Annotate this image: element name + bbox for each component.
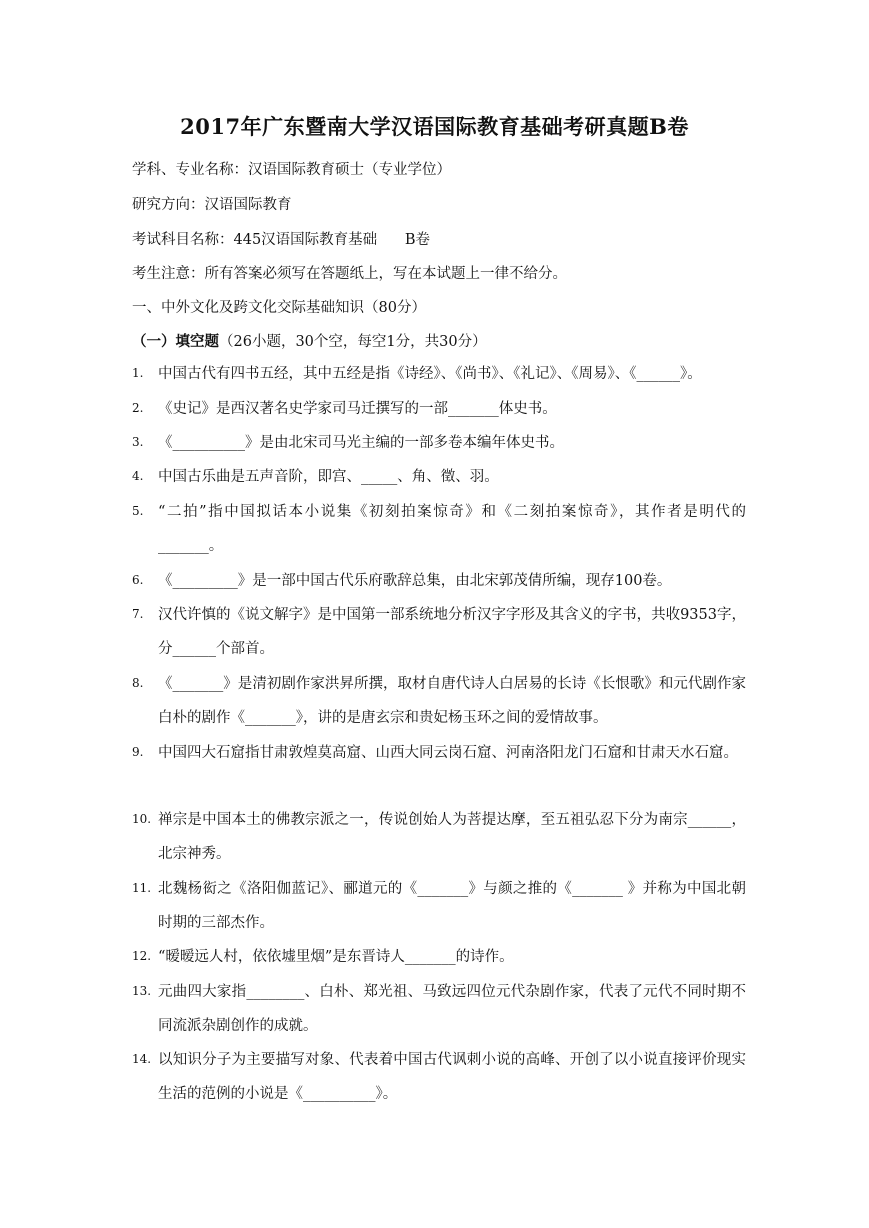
question-text: 《_________》是一部中国古代乐府歌辞总集，由北宋郭茂倩所编，现存100卷。	[158, 573, 672, 589]
part-heading	[132, 330, 487, 351]
part-heading-note: （26小题，30个空，每空1分，共30分）	[219, 334, 487, 350]
question-text: 《史记》是西汉著名史学家司马迁撰写的一部_______体史书。	[158, 401, 557, 417]
question-number: 5.	[132, 504, 144, 518]
question-text: 中国古乐曲是五声音阶，即宫、_____、角、徵、羽。	[158, 469, 499, 485]
question-number: 10.	[132, 812, 152, 826]
question-text: 中国四大石窟指甘肃敦煌莫高窟、山西大同云岗石窟、河南洛阳龙门石窟和甘肃天水石窟。	[158, 745, 738, 761]
section-heading: 一、中外文化及跨文化交际基础知识（80分）	[132, 300, 426, 316]
question-number: 14.	[132, 1052, 152, 1066]
question-text: 《__________》是由北宋司马光主编的一部多卷本编年体史书。	[158, 435, 564, 451]
question-text: 以知识分子为主要描写对象、代表着中国古代讽刺小说的高峰、开创了以小说直接评价现实生活的范例的小说是《__________》。	[158, 1052, 746, 1102]
part-heading-label: （一）填空题	[132, 333, 219, 350]
notice-line: 考生注意：所有答案必须写在答题纸上，写在本试题上一律不给分。	[132, 266, 567, 282]
question-text: “暧暧远人村，依依墟里烟”是东晋诗人_______的诗作。	[158, 949, 514, 965]
subject-line: 学科、专业名称：汉语国际教育硕士（专业学位）	[132, 162, 451, 178]
question-text: 禅宗是中国本土的佛教宗派之一，传说创始人为菩提达摩，至五祖弘忍下分为南宗______，北宗神秀。	[158, 812, 746, 862]
question-number: 4.	[132, 469, 144, 483]
question-number: 1.	[132, 366, 144, 380]
question-number: 11.	[132, 881, 152, 895]
question-number: 13.	[132, 984, 152, 998]
question-number: 7.	[132, 607, 144, 621]
question-text: 《_______》是清初剧作家洪昇所撰，取材自唐代诗人白居易的长诗《长恨歌》和元代剧作家白朴的剧作《_______》，讲的是唐玄宗和贵妃杨玉环之间的爱情故事。	[158, 676, 746, 726]
question-text: 汉代许慎的《说文解字》是中国第一部系统地分析汉字字形及其含义的字书，共收9353字，分______个部首。	[158, 607, 746, 657]
question-text: 元曲四大家指________、白朴、郑光祖、马致远四位元代杂剧作家，代表了元代不同时期不同流派杂剧创作的成就。	[158, 984, 746, 1034]
question-number: 8.	[132, 676, 144, 690]
page-title: 2017年广东暨南大学汉语国际教育基础考研真题B卷	[180, 114, 689, 139]
question-text: 北魏杨衒之《洛阳伽蓝记》、郦道元的《_______》与颜之推的《_______ 》并称为中国北朝时期的三部杰作。	[158, 881, 746, 931]
question-text: 中国古代有四书五经，其中五经是指《诗经》、《尚书》、《礼记》、《周易》、《______》。	[158, 366, 702, 382]
question-number: 9.	[132, 745, 144, 759]
question-text: “二拍”指中国拟话本小说集《初刻拍案惊奇》和《二刻拍案惊奇》，其作者是明代的_______。	[158, 504, 746, 554]
question-number: 12.	[132, 949, 152, 963]
question-number: 3.	[132, 435, 144, 449]
exam-subject-line: 考试科目名称：445汉语国际教育基础 B卷	[132, 232, 430, 248]
question-number: 2.	[132, 401, 144, 415]
question-number: 6.	[132, 573, 144, 587]
direction-line: 研究方向：汉语国际教育	[132, 197, 292, 213]
